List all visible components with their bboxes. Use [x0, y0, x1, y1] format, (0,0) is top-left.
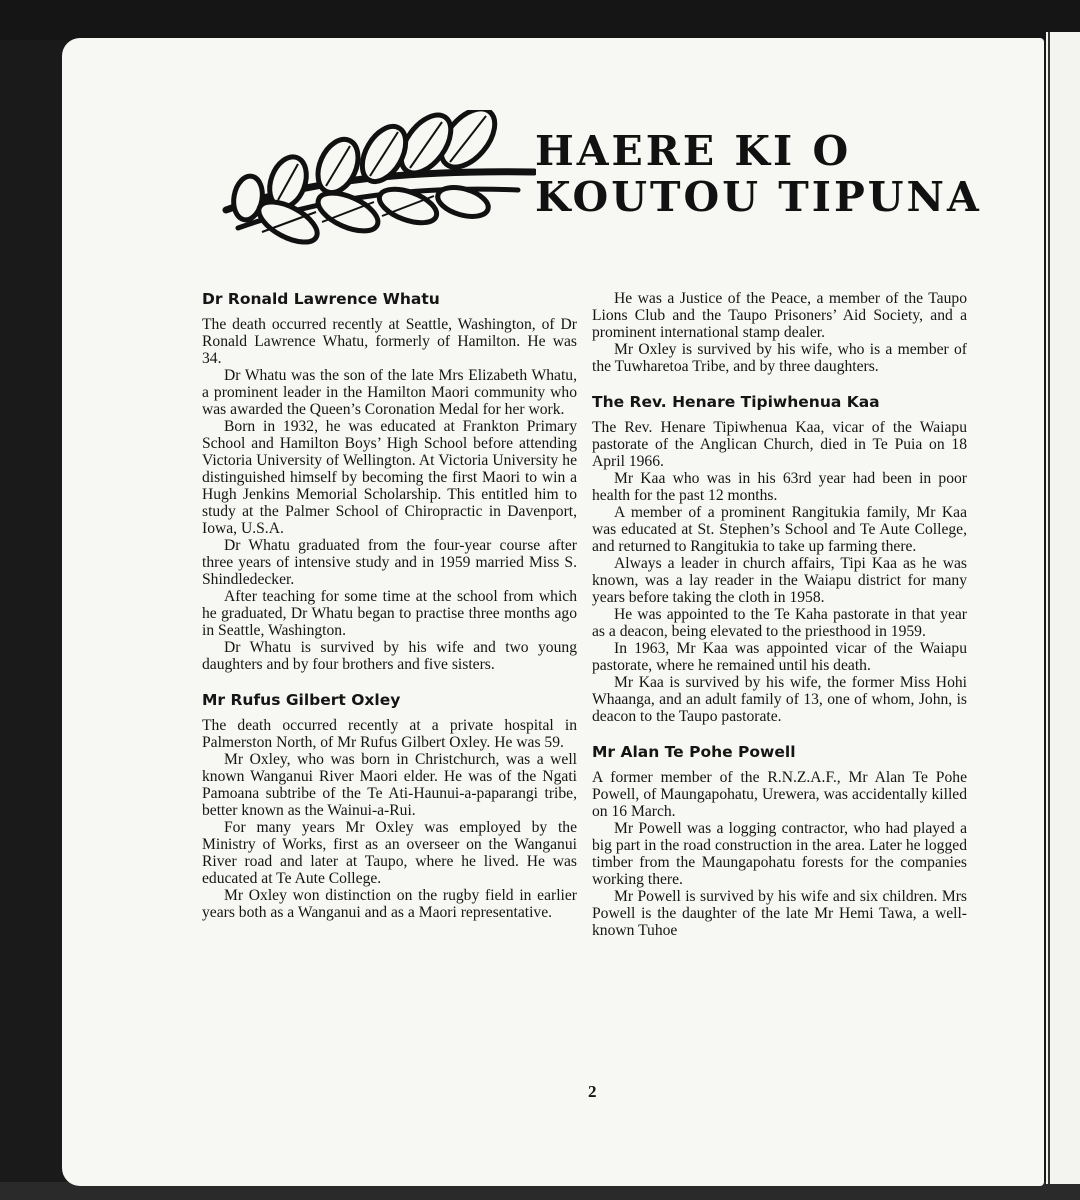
page-title	[535, 128, 982, 220]
obituary-paragraph: Born in 1932, he was educated at Frankton Primary School and Hamilton Boys’ High School before attending Victoria University of Wellington. At Victoria University he distinguished himself by becoming the first Maori to win a Hugh Jenkins Memorial Scholarship. This entitled him to study at the Palmer School of Chiropractic in Davenport, Iowa, U.S.A.	[202, 418, 577, 537]
obituary-paragraph: Mr Kaa who was in his 63rd year had been in poor health for the past 12 months.	[592, 470, 967, 504]
obituary-paragraph: He was a Justice of the Peace, a member of the Taupo Lions Club and the Taupo Prisoners’ Aid Society, and a prominent international stamp dealer.	[592, 290, 967, 341]
obituary-paragraph: Mr Oxley is survived by his wife, who is a member of the Tuwharetoa Tribe, and by three daughters.	[592, 341, 967, 375]
obituary-paragraph: The Rev. Henare Tipiwhenua Kaa, vicar of the Waiapu pastorate of the Anglican Church, died in Te Puia on 18 April 1966.	[592, 419, 967, 470]
obituary-paragraph: A former member of the R.N.Z.A.F., Mr Alan Te Pohe Powell, of Maungapohatu, Urewera, was accidentally killed on 16 March.	[592, 769, 967, 820]
obituary-paragraph: Dr Whatu was the son of the late Mrs Elizabeth Whatu, a prominent leader in the Hamilton Maori community who was awarded the Queen’s Coronation Medal for her work.	[202, 367, 577, 418]
obituary-heading: Mr Rufus Gilbert Oxley	[202, 691, 401, 709]
title-line-2: KOUTOU TIPUNA	[535, 173, 982, 221]
scan-border-top	[0, 0, 1080, 40]
obituary-heading: Mr Alan Te Pohe Powell	[592, 743, 796, 761]
obituary-paragraph: The death occurred recently at Seattle, Washington, of Dr Ronald Lawrence Whatu, formerly of Hamilton. He was 34.	[202, 316, 577, 367]
obituary-powell	[592, 743, 967, 939]
leaf-branch-icon	[218, 110, 536, 248]
obituary-paragraph: He was appointed to the Te Kaha pastorate in that year as a deacon, being elevated to the priesthood in 1959.	[592, 606, 967, 640]
obituary-kaa	[592, 393, 967, 725]
obituary-paragraph: The death occurred recently at a private hospital in Palmerston North, of Mr Rufus Gilbert Oxley. He was 59.	[202, 717, 577, 751]
title-line-1: HAERE KI O	[535, 127, 852, 175]
obituary-paragraph: Mr Oxley, who was born in Christchurch, was a well known Wanganui River Maori elder. He was of the Ngati Pamoana subtribe of the Te Ati-Haunui-a-paparangi tribe, better known as the Wainui-a-Rui.	[202, 751, 577, 819]
obituary-paragraph: In 1963, Mr Kaa was appointed vicar of the Waiapu pastorate, where he remained until his death.	[592, 640, 967, 674]
obituary-oxley	[202, 691, 577, 921]
obituary-paragraph: Mr Powell is survived by his wife and six children. Mrs Powell is the daughter of the late Mr Hemi Tawa, a well-known Tuhoe	[592, 888, 967, 939]
page-fold-line	[1048, 32, 1050, 1184]
obituary-oxley-continued	[592, 290, 967, 375]
obituary-heading: Dr Ronald Lawrence Whatu	[202, 290, 440, 308]
adjacent-page-edge	[1046, 32, 1080, 1184]
obituary-paragraph: Mr Powell was a logging contractor, who had played a big part in the road construction in the area. Later he logged timber from the Maungapohatu forests for the companies working there.	[592, 820, 967, 888]
obituary-paragraph: For many years Mr Oxley was employed by the Ministry of Works, first as an overseer on the Wanganui River road and later at Taupo, where he lived. He was educated at Te Aute College.	[202, 819, 577, 887]
page-number: 2	[588, 1082, 597, 1101]
right-column	[592, 290, 967, 957]
obituary-paragraph: Mr Oxley won distinction on the rugby field in earlier years both as a Wanganui and as a Maori representative.	[202, 887, 577, 921]
left-column	[202, 290, 577, 939]
obituary-heading: The Rev. Henare Tipiwhenua Kaa	[592, 393, 880, 411]
obituary-whatu	[202, 290, 577, 673]
obituary-paragraph: Always a leader in church affairs, Tipi Kaa as he was known, was a lay reader in the Waiapu district for many years before taking the cloth in 1958.	[592, 555, 967, 606]
obituary-paragraph: Mr Kaa is survived by his wife, the former Miss Hohi Whaanga, and an adult family of 13, one of whom, John, is deacon to the Taupo pastorate.	[592, 674, 967, 725]
obituary-paragraph: A member of a prominent Rangitukia family, Mr Kaa was educated at St. Stephen’s School and Te Aute College, and returned to Rangitukia to take up farming there.	[592, 504, 967, 555]
obituary-paragraph: Dr Whatu is survived by his wife and two young daughters and by four brothers and five sisters.	[202, 639, 577, 673]
obituary-paragraph: Dr Whatu graduated from the four-year course after three years of intensive study and in 1959 married Miss S. Shindledecker.	[202, 537, 577, 588]
obituary-paragraph: After teaching for some time at the school from which he graduated, Dr Whatu began to practise three months ago in Seattle, Washington.	[202, 588, 577, 639]
